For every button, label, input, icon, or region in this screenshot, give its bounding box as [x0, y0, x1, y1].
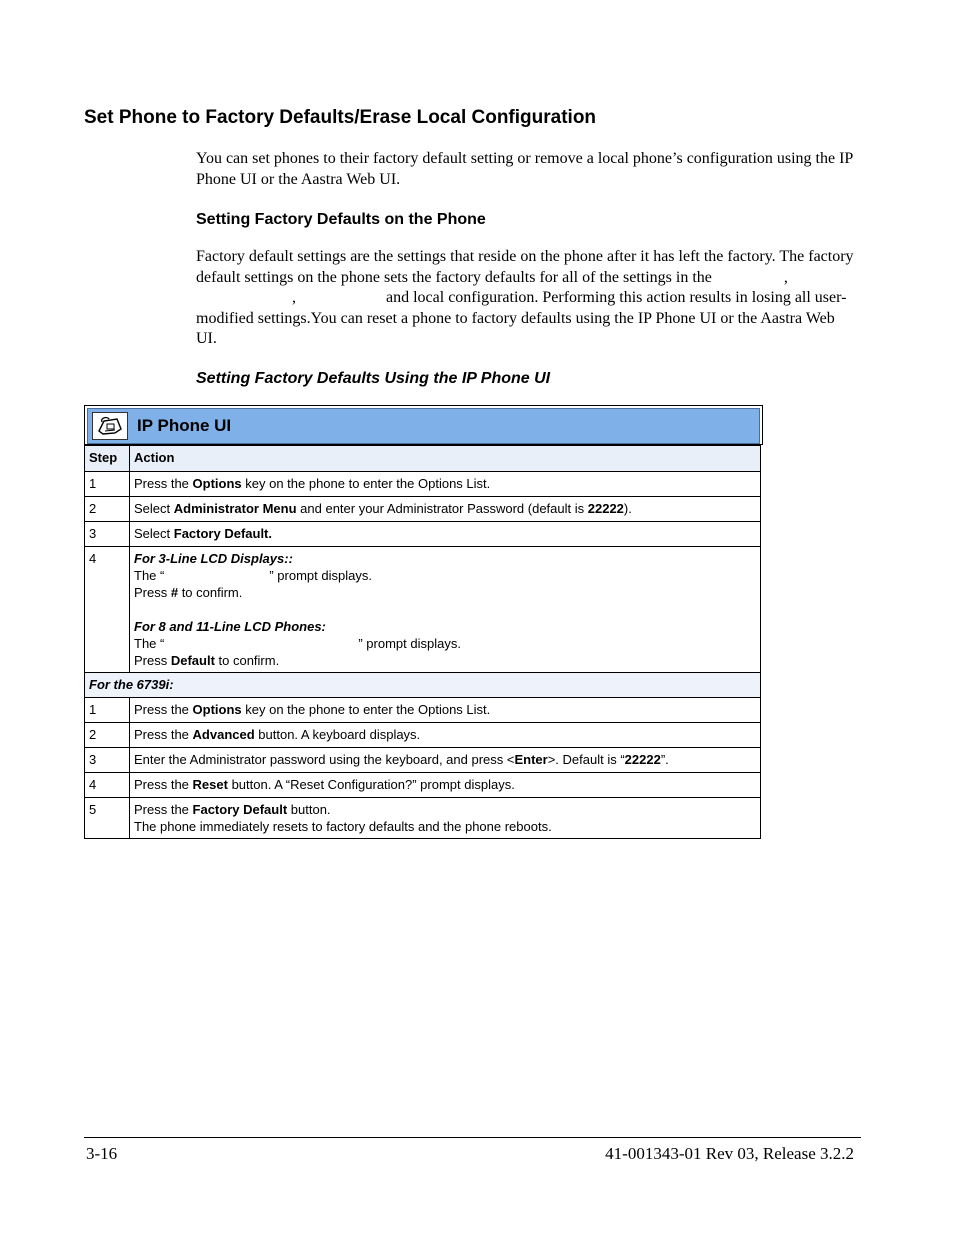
- defaults-text-1: Factory default settings are the settings that reside on the phone after it has left the factory. The factory default settings on the phone sets the factory defaults for all of the settings in the: [196, 248, 854, 286]
- table-subheading: For the 6739i:: [85, 673, 761, 698]
- step-action: For 3-Line LCD Displays:: The “ ” prompt displays. Press # to confirm. For 8 and 11-Line LCD Phones: The “ ” prompt displays. Press Default to confirm.: [130, 547, 761, 673]
- step-action: Press the Factory Default button. The phone immediately resets to factory defaults and the phone reboots.: [130, 798, 761, 839]
- page-number: 3-16: [86, 1144, 118, 1163]
- step-number: 4: [85, 773, 130, 798]
- step-number: 2: [85, 723, 130, 748]
- comma-2: ,: [292, 289, 296, 306]
- defaults-text-2: and local configuration. Performing this action results in losing all user-modified settings.You can reset a phone to factory defaults using the IP Phone UI or the Aastra Web UI.: [196, 289, 847, 347]
- table-row: [85, 547, 761, 673]
- subsub-heading: Setting Factory Defaults Using the IP Phone UI: [196, 370, 551, 387]
- table-row: [85, 798, 761, 839]
- table-row: [85, 698, 761, 723]
- step-number: 5: [85, 798, 130, 839]
- step-number: 4: [85, 547, 130, 673]
- section-title: Set Phone to Factory Defaults/Erase Local Configuration: [84, 107, 597, 128]
- comma-1: ,: [783, 268, 788, 286]
- ip-phone-ui-table: [84, 405, 761, 839]
- phone-icon: [92, 412, 128, 440]
- step-action: Enter the Administrator password using the keyboard, and press <Enter>. Default is “22222”.: [130, 748, 761, 773]
- step-column-header: Step: [85, 446, 130, 472]
- step-action: Press the Options key on the phone to enter the Options List.: [130, 698, 761, 723]
- table-row: [85, 773, 761, 798]
- step-action: Press the Reset button. A “Reset Configuration?” prompt displays.: [130, 773, 761, 798]
- intro-paragraph: You can set phones to their factory default setting or remove a local phone’s configuration using the IP Phone UI or the Aastra Web UI.: [196, 150, 853, 188]
- footer-rule: [84, 1137, 861, 1138]
- step-action: Select Administrator Menu and enter your Administrator Password (default is 22222).: [130, 497, 761, 522]
- step-action: Press the Advanced button. A keyboard displays.: [130, 723, 761, 748]
- sub-heading: Setting Factory Defaults on the Phone: [196, 211, 486, 228]
- step-action: Select Factory Default.: [130, 522, 761, 547]
- table-row: [85, 748, 761, 773]
- step-number: 1: [85, 698, 130, 723]
- table-row: [85, 522, 761, 547]
- step-action: Press the Options key on the phone to enter the Options List.: [130, 472, 761, 497]
- table-header-row: [85, 446, 761, 472]
- step-number: 1: [85, 472, 130, 497]
- action-column-header: Action: [130, 446, 761, 472]
- document-id: 41-001343-01 Rev 03, Release 3.2.2: [605, 1144, 854, 1163]
- table-row: [85, 497, 761, 522]
- step-number: 3: [85, 522, 130, 547]
- table-banner: [87, 408, 760, 444]
- table-banner-frame: [84, 405, 763, 445]
- defaults-paragraph: [196, 247, 856, 350]
- step-number: 3: [85, 748, 130, 773]
- steps-table: [84, 445, 761, 839]
- table-subheading-row: [85, 673, 761, 698]
- step-number: 2: [85, 497, 130, 522]
- table-row: [85, 472, 761, 497]
- table-row: [85, 723, 761, 748]
- table-banner-title: IP Phone UI: [137, 416, 232, 435]
